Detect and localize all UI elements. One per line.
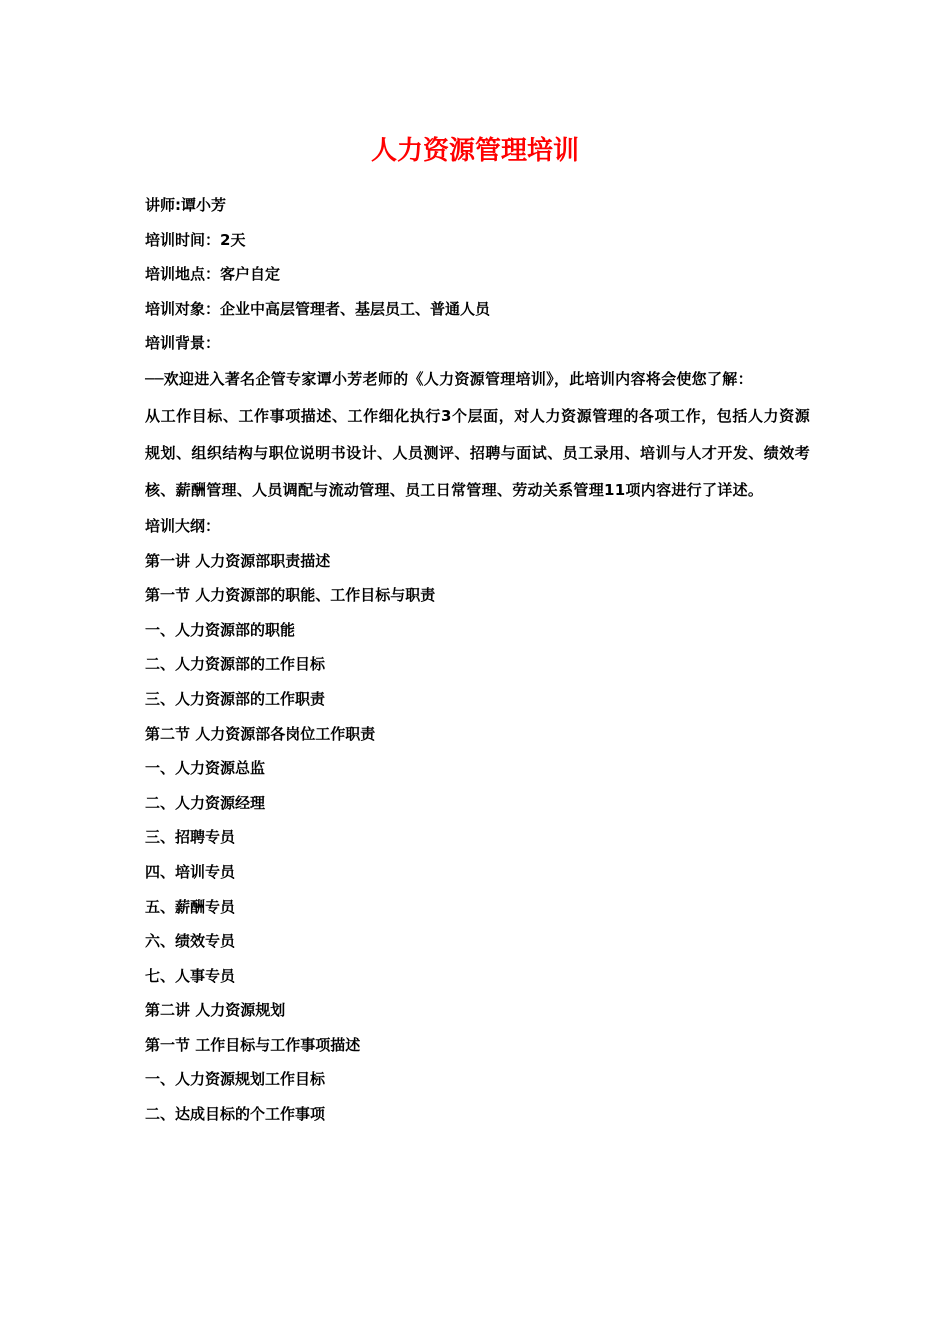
outline-item: 一、人力资源部的职能 bbox=[145, 620, 296, 639]
training-time-line: 培训时间：2天 bbox=[145, 230, 246, 249]
outline-item: 七、人事专员 bbox=[145, 966, 236, 985]
outline-item: 三、招聘专员 bbox=[145, 828, 236, 847]
outline-item: 二、人力资源部的工作目标 bbox=[145, 655, 326, 674]
outline-label: 培训大纲： bbox=[145, 516, 221, 535]
document-body bbox=[145, 188, 810, 1132]
outline-item: 五、薪酬专员 bbox=[145, 897, 236, 916]
training-background-label: 培训背景： bbox=[145, 334, 221, 353]
description-paragraph: 从工作目标、工作事项描述、工作细化执行3个层面，对人力资源管理的各项工作，包括人力资源规划、组织结构与职位说明书设计、人员测评、招聘与面试、员工录用、培训与人才开发、绩效考核、薪酬管理、人员调配与流动管理、员工日常管理、劳动关系管理11项内容进行了详述。 bbox=[145, 406, 810, 499]
outline-item: 第二节 人力资源部各岗位工作职责 bbox=[145, 724, 376, 743]
outline-item: 第二讲 人力资源规划 bbox=[145, 1001, 286, 1020]
outline-item: 六、绩效专员 bbox=[145, 932, 236, 951]
outline-item: 二、人力资源经理 bbox=[145, 793, 266, 812]
training-audience-line: 培训对象：企业中高层管理者、基层员工、普通人员 bbox=[145, 299, 491, 318]
outline-item: 第一节 人力资源部的职能、工作目标与职责 bbox=[145, 586, 436, 605]
outline-item: 第一讲 人力资源部职责描述 bbox=[145, 551, 331, 570]
outline-item: 一、人力资源总监 bbox=[145, 759, 266, 778]
lecturer-line: 讲师:谭小芳 bbox=[145, 196, 226, 214]
training-location-line: 培训地点：客户自定 bbox=[145, 265, 281, 284]
outline-item: 第一节 工作目标与工作事项描述 bbox=[145, 1035, 361, 1054]
outline-item: 四、培训专员 bbox=[145, 862, 236, 881]
document-title: 人力资源管理培训 bbox=[370, 136, 579, 166]
outline-item: 三、人力资源部的工作职责 bbox=[145, 689, 326, 708]
intro-paragraph: ──欢迎进入著名企管专家谭小芳老师的《人力资源管理培训》，此培训内容将会使您了解： bbox=[145, 369, 753, 388]
outline-item: 二、达成目标的个工作事项 bbox=[145, 1105, 326, 1124]
outline-item: 一、人力资源规划工作目标 bbox=[145, 1070, 326, 1089]
